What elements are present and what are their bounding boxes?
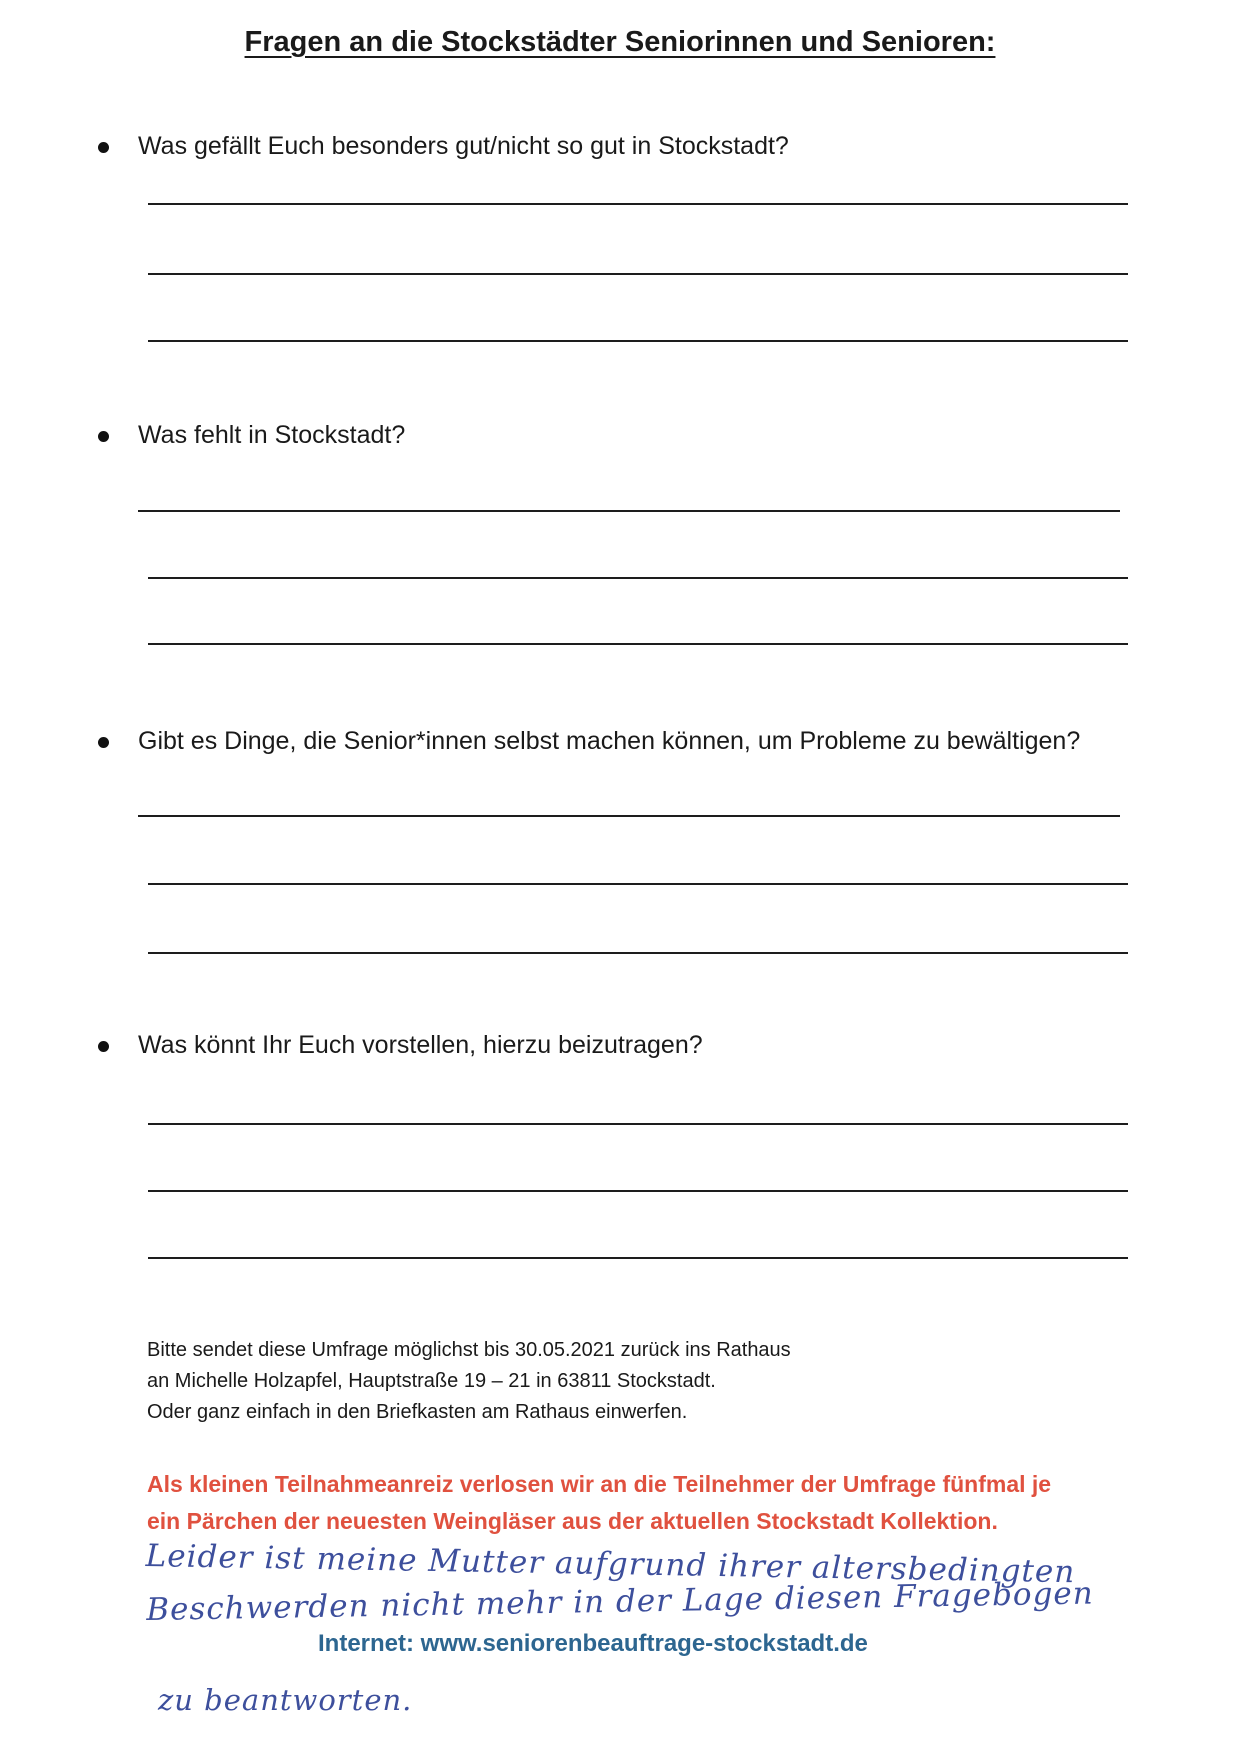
handwritten-note-line: zu beantworten. [158, 1683, 413, 1717]
answer-line-2-2[interactable] [148, 577, 1128, 579]
handwritten-note-line: Beschwerden nicht mehr in der Lage diesen Fragebogen [146, 1575, 1095, 1628]
handwritten-note-line: Leider ist meine Mutter aufgrund ihrer altersbedingten [145, 1538, 1076, 1591]
bullet-icon [98, 737, 109, 748]
answer-line-3-2[interactable] [148, 883, 1128, 885]
question-text: Gibt es Dinge, die Senior*innen selbst machen können, um Probleme zu bewältigen? [138, 727, 1081, 755]
bullet-icon [98, 1041, 109, 1052]
return-instructions [147, 1335, 791, 1428]
answer-line-3-3[interactable] [148, 952, 1128, 954]
incentive-line: Als kleinen Teilnahmeanreiz verlosen wir an die Teilnehmer der Umfrage fünfmal je [147, 1471, 1052, 1497]
question-text: Was fehlt in Stockstadt? [138, 421, 406, 449]
question-text: Was könnt Ihr Euch vorstellen, hierzu beizutragen? [138, 1031, 703, 1059]
bullet-icon [98, 142, 109, 153]
answer-line-1-3[interactable] [148, 340, 1128, 342]
bullet-icon [98, 431, 109, 442]
question-text: Was gefällt Euch besonders gut/nicht so gut in Stockstadt? [138, 132, 789, 160]
answer-line-3-1[interactable] [138, 815, 1120, 817]
answer-line-4-2[interactable] [148, 1190, 1128, 1192]
answer-line-4-1[interactable] [148, 1123, 1128, 1125]
incentive-notice [147, 1466, 1051, 1540]
incentive-line: ein Pärchen der neuesten Weingläser aus der aktuellen Stockstadt Kollektion. [147, 1508, 998, 1534]
instructions-line: Bitte sendet diese Umfrage möglichst bis 30.05.2021 zurück ins Rathaus [147, 1339, 791, 1361]
instructions-line: an Michelle Holzapfel, Hauptstraße 19 – 21 in 63811 Stockstadt. [147, 1370, 716, 1392]
answer-line-4-3[interactable] [148, 1257, 1128, 1259]
answer-line-2-3[interactable] [148, 643, 1128, 645]
answer-line-1-1[interactable] [148, 203, 1128, 205]
page-title: Fragen an die Stockstädter Seniorinnen und Senioren: [244, 26, 996, 58]
answer-line-1-2[interactable] [148, 273, 1128, 275]
website-link[interactable]: Internet: www.seniorenbeauftrage-stockstadt.de [318, 1630, 868, 1657]
instructions-line: Oder ganz einfach in den Briefkasten am Rathaus einwerfen. [147, 1401, 688, 1423]
answer-line-2-1[interactable] [138, 510, 1120, 512]
